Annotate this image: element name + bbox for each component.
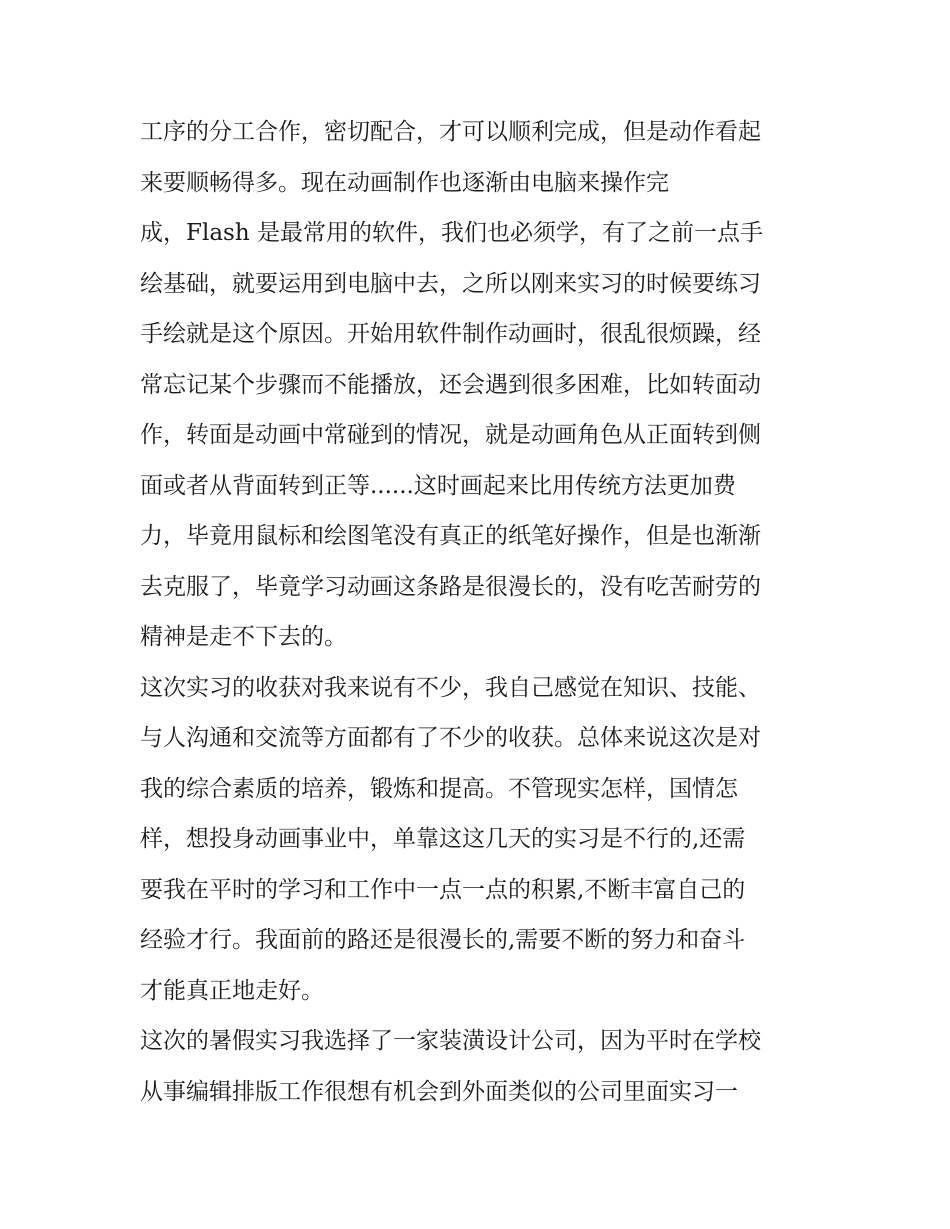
- text-line: 这次的暑假实习我选择了一家装潢设计公司，因为平时在学校: [140, 1028, 761, 1054]
- text-line: 来要顺畅得多。现在动画制作也逐渐由电脑来操作完: [140, 169, 669, 196]
- text-line: 这次实习的收获对我来说有不少，我自己感觉在知识、技能、: [140, 674, 761, 701]
- text-line: 面或者从背面转到正等......这时画起来比用传统方法更加费: [140, 472, 736, 499]
- text-line: 要我在平时的学习和工作中一点一点的积累,不断丰富自己的: [140, 876, 746, 903]
- text-line: 作，转面是动画中常碰到的情况，就是动画角色从正面转到侧: [140, 422, 761, 448]
- text-line: 去克服了，毕竟学习动画这条路是很漫长的，没有吃苦耐劳的: [140, 573, 761, 600]
- text-line: 从事编辑排版工作很想有机会到外面类似的公司里面实习一: [140, 1078, 738, 1105]
- text-line: 手绘就是这个原因。开始用软件制作动画时，很乱很烦躁，经: [140, 321, 761, 347]
- body-text: [140, 107, 820, 1117]
- text-line: 与人沟通和交流等方面都有了不少的收获。总体来说这次是对: [140, 725, 761, 751]
- text-line: 工序的分工合作，密切配合，才可以顺利完成，但是动作看起: [140, 119, 761, 145]
- text-line: 成，Flash 是最常用的软件，我们也必须学，有了之前一点手: [140, 220, 763, 246]
- text-line: 我的综合素质的培养，锻炼和提高。不管现实怎样，国情怎: [140, 775, 738, 802]
- text-line: 力，毕竟用鼠标和绘图笔没有真正的纸笔好操作，但是也渐渐: [140, 523, 761, 549]
- text-line: 经验才行。我面前的路还是很漫长的,需要不断的努力和奋斗: [140, 927, 746, 953]
- text-line: 精神是走不下去的。: [140, 624, 347, 650]
- text-line: 才能真正地走好。: [140, 977, 324, 1004]
- text-line: 绘基础，就要运用到电脑中去，之所以刚来实习的时候要练习: [140, 270, 761, 297]
- text-line: 常忘记某个步骤而不能播放，还会遇到很多困难，比如转面动: [140, 371, 761, 398]
- text-line: 样，想投身动画事业中，单靠这这几天的实习是不行的,还需: [140, 826, 746, 852]
